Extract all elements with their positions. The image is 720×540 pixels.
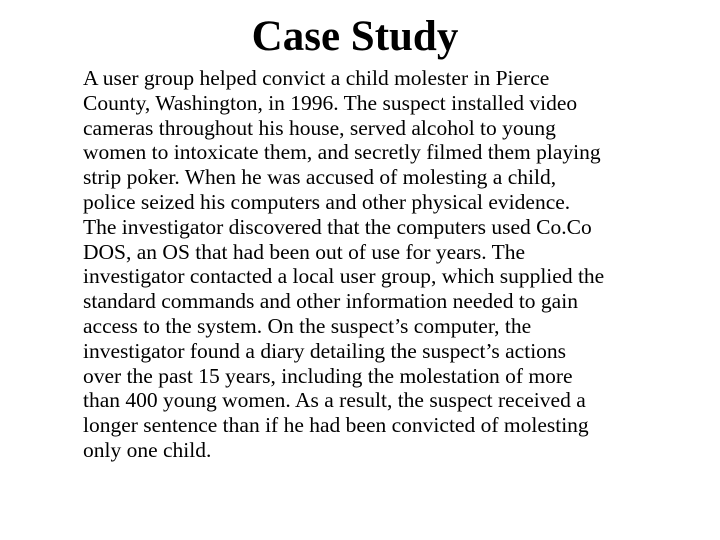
text-line: strip poker. When he was accused of molesting a child,	[83, 165, 557, 190]
text-line: than 400 young women. As a result, the suspect received a	[83, 388, 586, 413]
text-line: longer sentence than if he had been convicted of molesting	[83, 413, 589, 438]
text-line: DOS, an OS that had been out of use for years. The	[83, 239, 526, 264]
text-line: investigator found a diary detailing the suspect’s actions	[83, 338, 567, 363]
text-line: over the past 15 years, including the molestation of more	[83, 363, 573, 388]
text-line: County, Washington, in 1996. The suspect installed video	[83, 90, 578, 115]
text-line: police seized his computers and other physical evidence.	[83, 189, 571, 214]
text-line: access to the system. On the suspect’s computer, the	[83, 313, 532, 338]
text-line: only one child.	[83, 437, 212, 462]
text-line: standard commands and other information needed to gain	[83, 289, 578, 314]
text-line: The investigator discovered that the computers used Co.Co	[83, 214, 592, 239]
text-line: investigator contacted a local user group, which supplied the	[83, 264, 605, 289]
case-study-paragraph	[83, 66, 604, 463]
slide-title: Case Study	[251, 13, 459, 60]
text-line: women to intoxicate them, and secretly filmed them playing	[83, 140, 601, 165]
text-line: A user group helped convict a child molester in Pierce	[83, 66, 550, 90]
text-line: cameras throughout his house, served alcohol to young	[83, 115, 556, 140]
